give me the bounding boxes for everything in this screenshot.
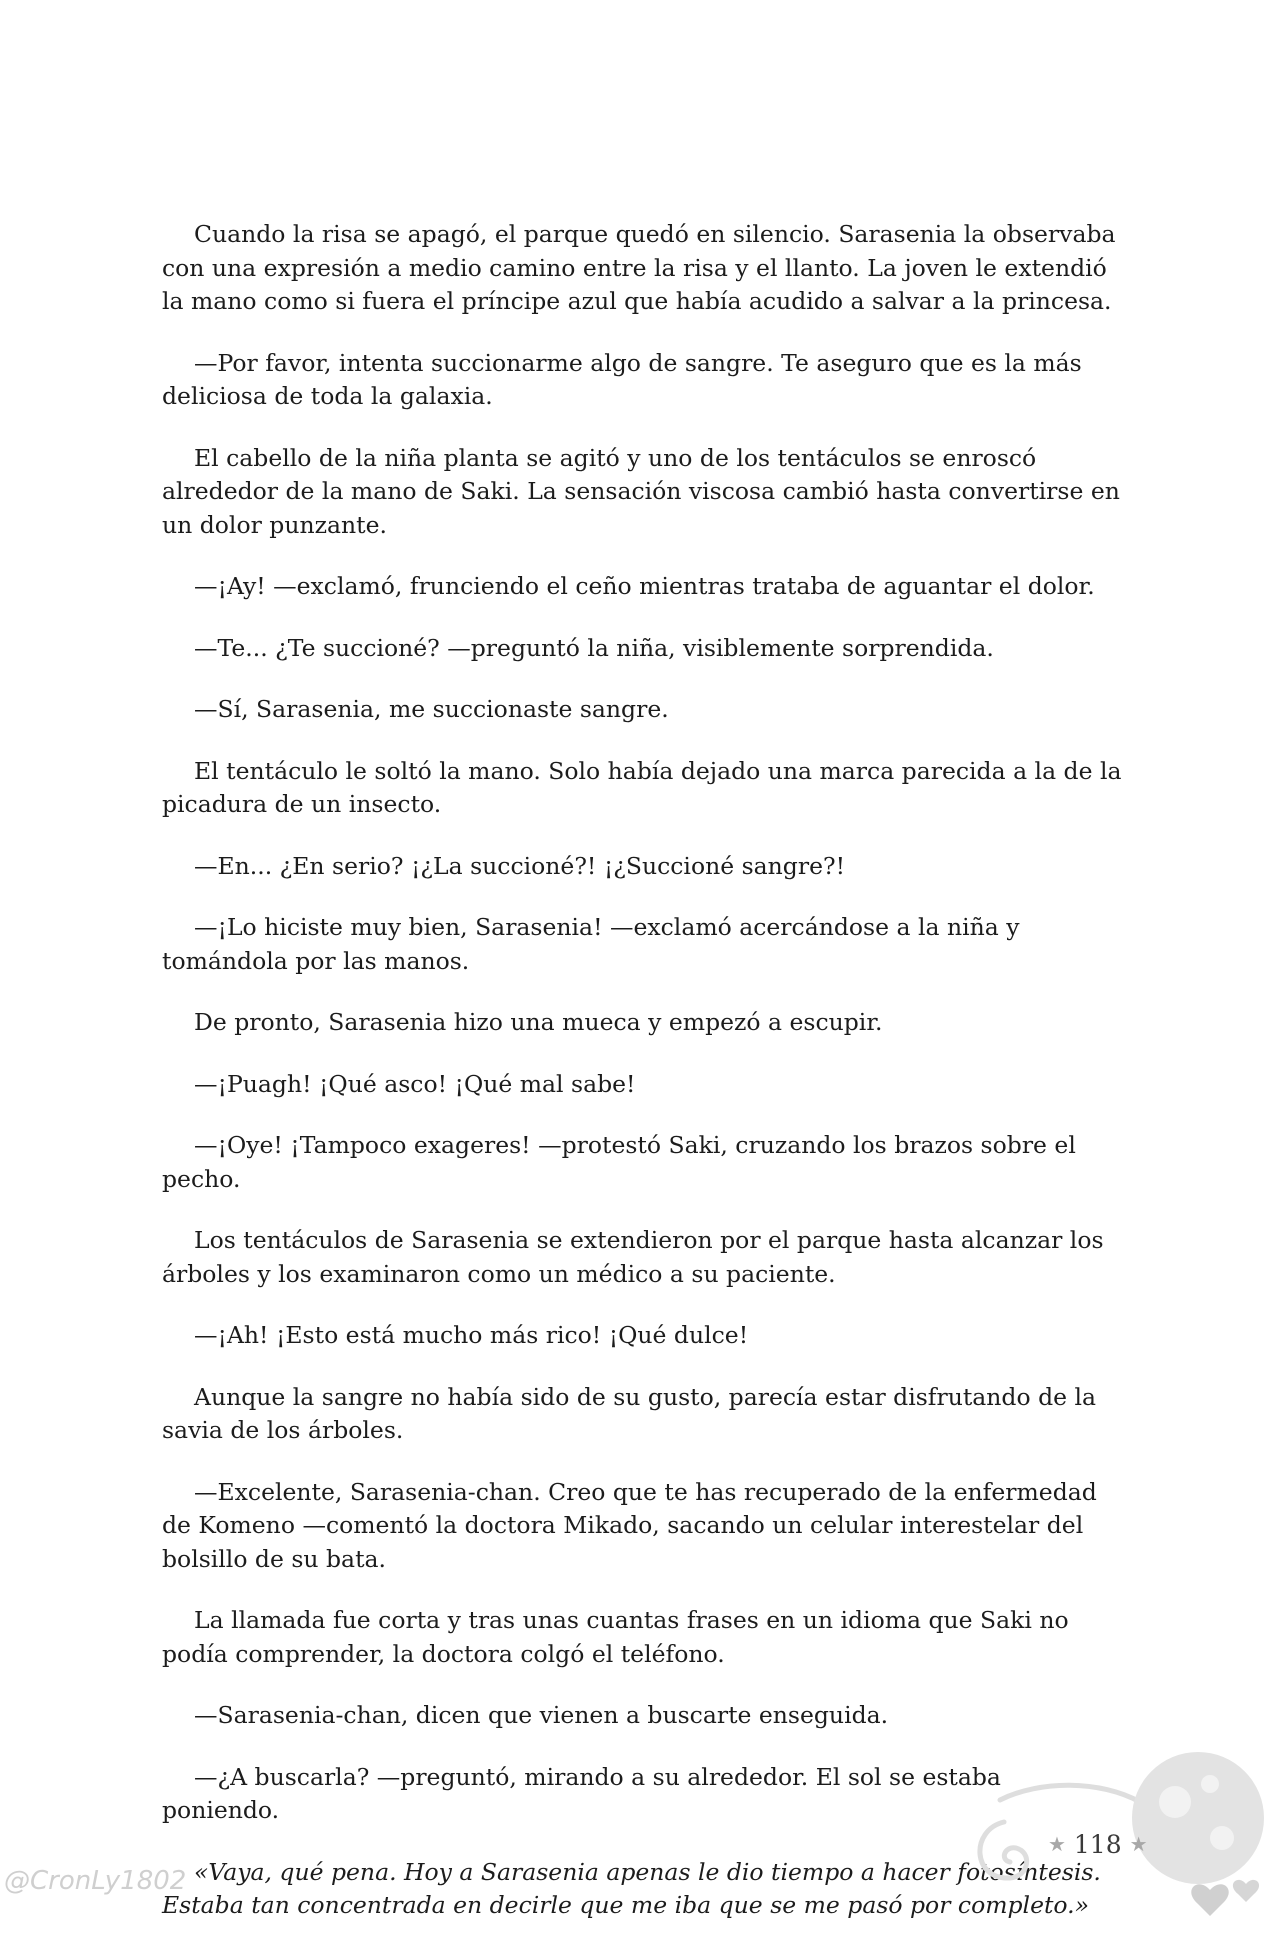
paragraph: —¿A buscarla? —preguntó, mirando a su alrededor. El sol se estaba poniendo. [162, 1762, 1001, 1824]
italic-thought-paragraph: «Vaya, qué pena. Hoy a Sarasenia apenas le dio tiempo a hacer fotosíntesis. Estaba tan concentrada en decirle que me iba que se me pasó por completo.» [162, 1857, 1101, 1919]
paragraph: —¡Puagh! ¡Qué asco! ¡Qué mal sabe! [194, 1069, 636, 1098]
paragraph: Aunque la sangre no había sido de su gusto, parecía estar disfrutando de la savia de los árboles. [162, 1382, 1097, 1444]
heart-icon [1191, 1884, 1228, 1916]
paragraph: Los tentáculos de Sarasenia se extendieron por el parque hasta alcanzar los árboles y los examinaron como un médico a su paciente. [162, 1226, 1104, 1288]
star-icon: ★ [1129, 1832, 1148, 1856]
paragraph: El cabello de la niña planta se agitó y uno de los tentáculos se enroscó alrededor de la mano de Saki. La sensación viscosa cambió hasta convertirse en un dolor punzante. [162, 443, 1120, 539]
moon-crater-icon [1201, 1775, 1219, 1793]
swirl-line [980, 1822, 1027, 1878]
curve-line [1000, 1785, 1140, 1802]
paragraph: —¡Lo hiciste muy bien, Sarasenia! —exclamó acercándose a la niña y tomándola por las manos. [162, 913, 1020, 975]
heart-icon [1233, 1880, 1259, 1902]
paragraph: —Sí, Sarasenia, me succionaste sangre. [194, 695, 669, 723]
moon-icon [1129, 1752, 1264, 1884]
paragraph: —Excelente, Sarasenia-chan. Creo que te has recuperado de la enfermedad de Komeno —comentó la doctora Mikado, sacando un celular interestelar del bolsillo de su bata. [162, 1477, 1097, 1573]
page-number [1048, 1830, 1148, 1859]
star-icon: ★ [1048, 1832, 1066, 1856]
paragraph: —¡Ay! —exclamó, frunciendo el ceño mientras trataba de aguantar el dolor. [194, 572, 1095, 600]
page-number-value: 118 [1073, 1830, 1122, 1859]
paragraph: —Te... ¿Te succioné? —preguntó la niña, visiblemente sorprendida. [194, 633, 994, 662]
moon-crater-icon [1210, 1826, 1234, 1850]
paragraph: El tentáculo le soltó la mano. Solo había dejado una marca parecida a la de la picadura de un insecto. [162, 756, 1122, 818]
paragraph: De pronto, Sarasenia hizo una mueca y empezó a escupir. [194, 1008, 883, 1036]
paragraph: —En... ¿En serio? ¡¿La succioné?! ¡¿Succioné sangre?! [194, 851, 846, 880]
paragraph: —Por favor, intenta succionarme algo de sangre. Te aseguro que es la más deliciosa de toda la galaxia. [162, 348, 1082, 410]
page-body [162, 218, 1122, 1951]
paragraph: —¡Ah! ¡Esto está mucho más rico! ¡Qué dulce! [194, 1321, 749, 1349]
paragraph: —Sarasenia-chan, dicen que vienen a buscarte enseguida. [194, 1701, 889, 1729]
paragraph: —¡Oye! ¡Tampoco exageres! —protestó Saki, cruzando los brazos sobre el pecho. [162, 1131, 1076, 1193]
paragraph: La llamada fue corta y tras unas cuantas frases en un idioma que Saki no podía comprender, la doctora colgó el teléfono. [162, 1606, 1069, 1668]
paragraph: Cuando la risa se apagó, el parque quedó en silencio. Sarasenia la observaba con una expresión a medio camino entre la risa y el llanto. La joven le extendió la mano como si fuera el príncipe azul que había acudido a salvar a la princesa. [162, 220, 1116, 315]
watermark: @CronLy1802 [4, 1866, 187, 1896]
moon-crater-icon [1159, 1786, 1191, 1818]
